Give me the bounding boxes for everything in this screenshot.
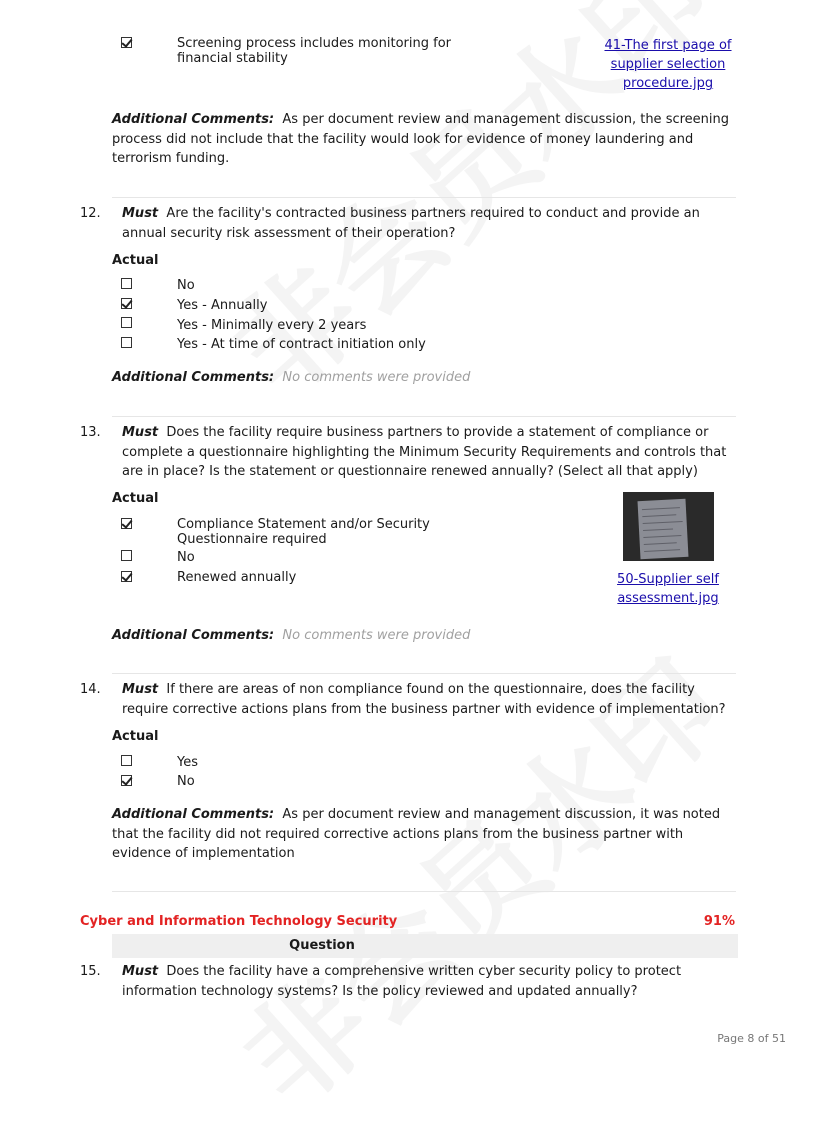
divider bbox=[112, 673, 736, 674]
option-q12-3: Yes - At time of contract initiation only bbox=[177, 337, 426, 352]
checkbox-q12-1[interactable] bbox=[121, 298, 132, 309]
section-title: Cyber and Information Technology Security bbox=[80, 914, 398, 929]
checkbox-q12-0[interactable] bbox=[121, 278, 132, 289]
question-number: 13. bbox=[80, 425, 101, 440]
page-number: Page 8 of 51 bbox=[717, 1032, 786, 1045]
question-text: Must Does the facility have a comprehensive written cyber security policy to protect information technology systems? Is the policy reviewed and updated annually? bbox=[122, 964, 682, 999]
question-text: Must Are the facility's contracted business partners required to conduct and provide an annual security risk assessment of their operation? bbox=[122, 206, 700, 241]
checkbox-q14-0[interactable] bbox=[121, 755, 132, 766]
question-text: Must Does the facility require business partners to provide a statement of compliance or complete a questionnaire highlighting the Minimum Security Requirements and controls that are in place? Is the statement or questionnaire renewed annually? (Select all that apply) bbox=[122, 425, 727, 479]
section-score: 91% bbox=[703, 914, 735, 929]
question-column-header: Question bbox=[289, 938, 355, 953]
question-number: 15. bbox=[80, 964, 101, 979]
actual-label: Actual bbox=[112, 253, 159, 268]
actual-label: Actual bbox=[112, 491, 159, 506]
option-q12-0: No bbox=[177, 278, 195, 293]
option-q12-1: Yes - Annually bbox=[177, 298, 268, 313]
option-q13-0: Compliance Statement and/or Security Questionnaire required bbox=[177, 517, 430, 547]
question-text: Must If there are areas of non compliance found on the questionnaire, does the facility require corrective actions plans from the business partner with evidence of implementation? bbox=[122, 682, 726, 717]
checkbox-q13-2[interactable] bbox=[121, 571, 132, 582]
checkbox-q13-1[interactable] bbox=[121, 550, 132, 561]
checkbox-q12-2[interactable] bbox=[121, 317, 132, 328]
divider bbox=[112, 891, 736, 892]
checkbox-q12-3[interactable] bbox=[121, 337, 132, 348]
comments-q14: Additional Comments: As per document review and management discussion, it was noted that the facility did not required corrective actions plans from the business partner with evidence of implementation bbox=[112, 807, 721, 861]
option-q13-1: No bbox=[177, 550, 195, 565]
actual-label: Actual bbox=[112, 729, 159, 744]
option-q14-1: No bbox=[177, 774, 195, 789]
divider bbox=[112, 416, 736, 417]
attachment-link-41[interactable]: 41-The first page of supplier selection procedure.jpg bbox=[604, 38, 732, 91]
comments-q12: Additional Comments: No comments were provided bbox=[112, 370, 471, 385]
attachment-link-50[interactable]: 50-Supplier self assessment.jpg bbox=[617, 572, 719, 606]
option-financial-stability: Screening process includes monitoring for financial stability bbox=[177, 36, 451, 66]
option-q14-0: Yes bbox=[177, 755, 198, 770]
question-number: 14. bbox=[80, 682, 101, 697]
question-number: 12. bbox=[80, 206, 101, 221]
option-q12-2: Yes - Minimally every 2 years bbox=[177, 318, 367, 333]
attachment-thumbnail[interactable] bbox=[623, 492, 714, 561]
divider bbox=[112, 197, 736, 198]
checkbox-financial-stability[interactable] bbox=[121, 37, 132, 48]
option-q13-2: Renewed annually bbox=[177, 570, 297, 585]
checkbox-q14-1[interactable] bbox=[121, 775, 132, 786]
checkbox-q13-0[interactable] bbox=[121, 518, 132, 529]
comments-q13: Additional Comments: No comments were provided bbox=[112, 628, 471, 643]
comments-item11: Additional Comments: As per document review and management discussion, the screening process did not include that the facility would look for evidence of money laundering and terrorism funding. bbox=[112, 112, 730, 166]
